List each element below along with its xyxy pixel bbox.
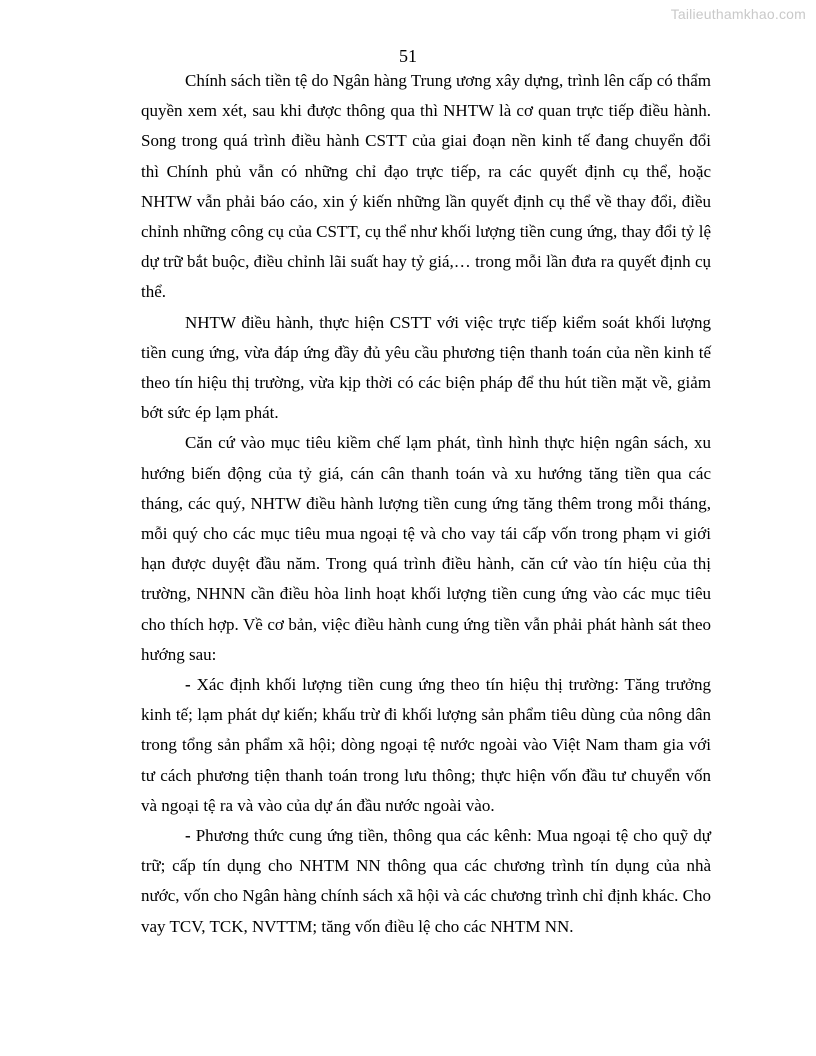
document-body bbox=[141, 66, 711, 942]
watermark: Tailieuthamkhao.com bbox=[670, 6, 806, 22]
paragraph-text: Chính sách tiền tệ do Ngân hàng Trung ương xây dựng, trình lên cấp có thẩm quyền xem xét, sau khi được thông qua thì NHTW là cơ quan trực tiếp điều hành. Song trong quá trình điều hành CSTT của giai đoạn nền kinh tế đang chuyển đổi thì Chính phủ vẫn có những chỉ đạo trực tiếp, ra các quyết định cụ thể, hoặc NHTW vẫn phải báo cáo, xin ý kiến những lần quyết định cụ thể về thay đổi, điều chỉnh những công cụ của CSTT, cụ thể như khối lượng tiền cung ứng, thay đổi tỷ lệ dự trữ bắt buộc, điều chỉnh lãi suất hay tỷ giá,… trong mỗi lần đưa ra quyết định cụ thể. bbox=[141, 71, 712, 302]
bullet-dash: - bbox=[185, 826, 196, 846]
page-number: 51 bbox=[399, 46, 417, 66]
paragraph-text: NHTW điều hành, thực hiện CSTT với việc trực tiếp kiểm soát khối lượng tiền cung ứng, vừa đáp ứng đầy đủ yêu cầu phương tiện thanh toán của nền kinh tế theo tín hiệu thị trường, vừa kịp thời có các biện pháp để thu hút tiền mặt về, giảm bớt sức ép lạm phát. bbox=[141, 312, 711, 423]
paragraph-text: Xác định khối lượng tiền cung ứng theo tín hiệu thị trường: Tăng trưởng kinh tế; lạm phát dự kiến; khấu trừ đi khối lượng sản phẩm tiêu dùng của nông dân trong tổng sản phẩm xã hội; dòng ngoại tệ nước ngoài vào Việt Nam tham gia với tư cách phương tiện thanh toán trong lưu thông; thực hiện vốn đầu tư chuyển vốn và ngoại tệ ra và vào của dự án đầu nước ngoài vào. bbox=[141, 675, 711, 815]
paragraph-2 bbox=[141, 308, 711, 429]
paragraph-text: Căn cứ vào mục tiêu kiềm chế lạm phát, tình hình thực hiện ngân sách, xu hướng biến động của tỷ giá, cán cân thanh toán và xu hướng tăng tiền qua các tháng, các quý, NHTW điều hành lượng tiền cung ứng tăng thêm trong mỗi tháng, mỗi quý cho các mục tiêu mua ngoại tệ và cho vay tái cấp vốn trong phạm vi giới hạn được duyệt đầu năm. Trong quá trình điều hành, căn cứ vào tín hiệu của thị trường, NHNN cần điều hòa linh hoạt khối lượng tiền cung ứng vào các mục tiêu cho thích hợp. Về cơ bản, việc điều hành cung ứng tiền vẫn phải phát hành sát theo hướng sau: bbox=[141, 433, 711, 664]
paragraph-1 bbox=[141, 66, 711, 308]
paragraph-3 bbox=[141, 428, 711, 670]
bullet-paragraph-1 bbox=[141, 670, 711, 821]
paragraph-text: Phương thức cung ứng tiền, thông qua các kênh: Mua ngoại tệ cho quỹ dự trữ; cấp tín dụng cho NHTM NN thông qua các chương trình tín dụng của nhà nước, vốn cho Ngân hàng chính sách xã hội và các chương trình chỉ định khác. Cho vay TCV, TCK, NVTTM; tăng vốn điều lệ cho các NHTM NN. bbox=[141, 826, 711, 936]
bullet-dash: - bbox=[185, 675, 197, 695]
bullet-paragraph-2 bbox=[141, 821, 711, 942]
